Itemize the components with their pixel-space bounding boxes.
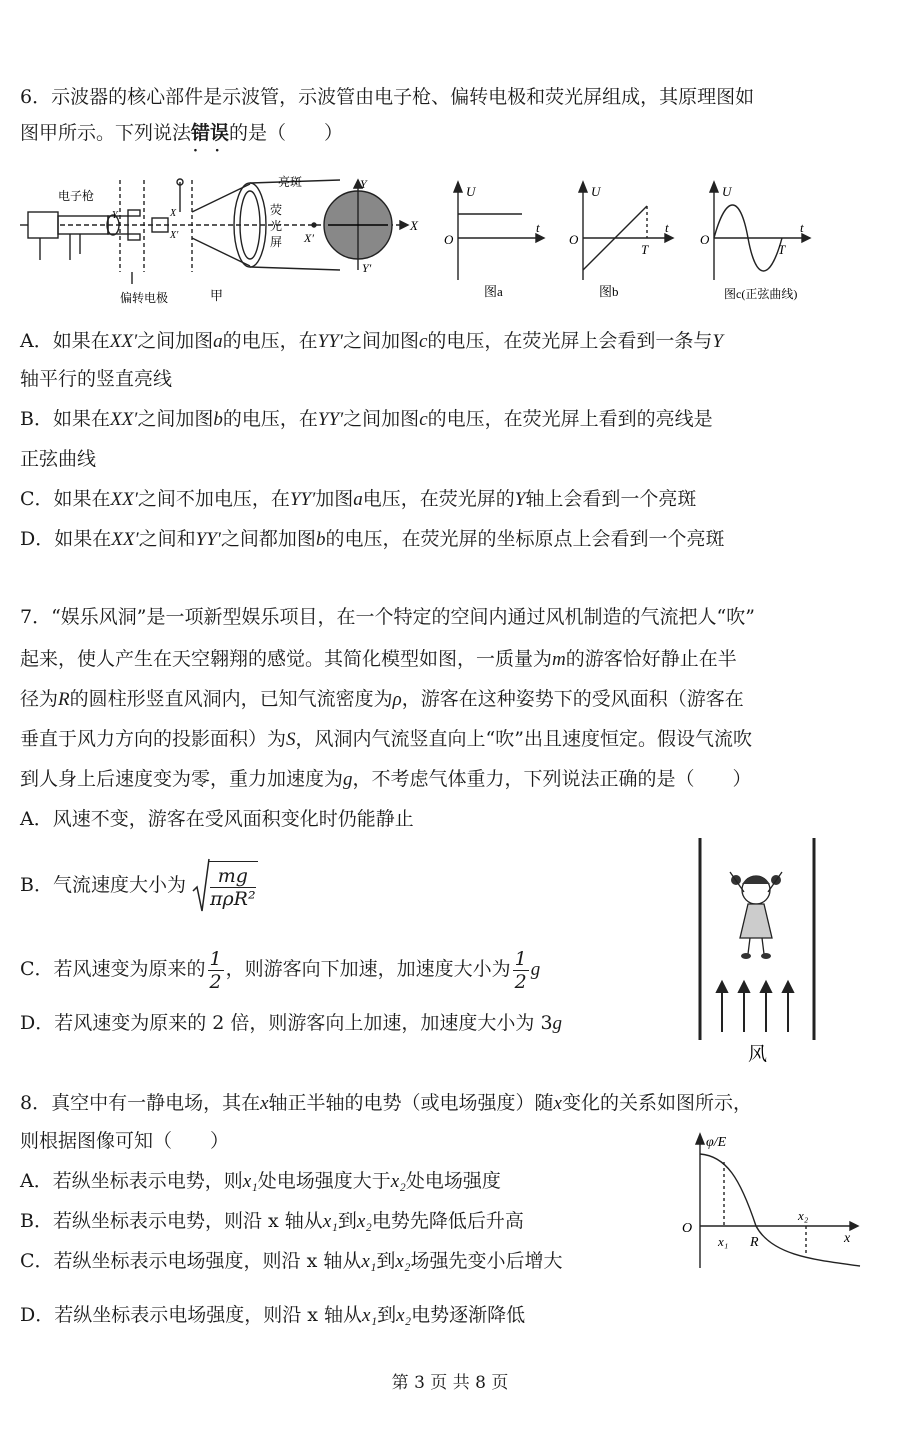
q6-stem-line1: 6．示波器的核心部件是示波管，示波管由电子枪、偏转电极和荧光屏组成，其原理图如 <box>20 86 755 108</box>
q8-option-a: A．若纵坐标表示电势，则x₁处电场强度大于x₂处电场强度 <box>20 1170 501 1192</box>
q6-figure-c <box>696 180 836 304</box>
svg-text:O: O <box>444 232 454 247</box>
q7-stem-line3: 径为R的圆柱形竖直风洞内，已知气流密度为ρ，游客在这种姿势下的受风面积（游客在 <box>20 688 744 710</box>
svg-text:图a: 图a <box>484 284 503 299</box>
q7-option-a: A．风速不变，游客在受风面积变化时仍能静止 <box>20 808 414 830</box>
svg-text:t: t <box>800 220 804 235</box>
wind-tunnel-figure <box>690 832 830 1068</box>
q7-stem-line2: 起来，使人产生在天空翱翔的感觉。其简化模型如图，一质量为m的游客恰好静止在半 <box>20 648 737 670</box>
svg-text:O: O <box>700 232 710 247</box>
q6-option-a-cont: 轴平行的竖直亮线 <box>20 368 173 390</box>
q7-stem-line1: 7．“娱乐风洞”是一项新型娱乐项目，在一个特定的空间内通过风机制造的气流把人“吹” <box>20 606 755 628</box>
gun-label: 电子枪 <box>58 189 95 203</box>
svg-text:U: U <box>722 184 732 199</box>
q6-option-d: D．如果在XX′之间和YY′之间都加图b的电压，在荧光屏的坐标原点上会看到一个亮斑 <box>20 528 725 550</box>
q7-option-c: C．若风速变为原来的 $\frac{1}{2}$ ，则游客向下加速，加速度大小为 $\frac{1}{2}$ g <box>20 947 541 993</box>
svg-text:x₁: x₁ <box>718 1234 729 1249</box>
svg-text:图c(正弦曲线): 图c(正弦曲线) <box>724 287 798 301</box>
svg-text:Y: Y <box>360 177 367 191</box>
q6-option-a: A．如果在XX′之间加图a的电压，在YY′之间加图c的电压，在荧光屏上会看到一条与Y <box>20 330 723 352</box>
svg-text:T: T <box>641 242 649 257</box>
svg-text:荧: 荧 <box>270 203 283 217</box>
q6-option-b: B．如果在XX′之间加图b的电压，在YY′之间加图c的电压，在荧光屏上看到的亮线是 <box>20 408 713 430</box>
q7-option-b: B．气流速度大小为 $\frac{mg}{\text{πρR²}}$ <box>20 860 258 912</box>
q8-option-d: D．若纵坐标表示电场强度，则沿 x 轴从x₁到x₂电势逐渐降低 <box>20 1304 526 1326</box>
q7-option-d: D．若风速变为原来的 2 倍，则游客向上加速，加速度大小为 3g <box>20 1012 563 1034</box>
q6-emphasis: 错误 · · <box>191 120 229 146</box>
svg-text:X′: X′ <box>304 231 314 245</box>
svg-text:X′: X′ <box>170 230 179 241</box>
svg-text:x₂: x₂ <box>798 1208 809 1223</box>
svg-text:X: X <box>410 218 418 233</box>
svg-text:O: O <box>682 1221 693 1236</box>
sqrt-expression: $\frac{mg}{\text{πρR²}}$ <box>192 861 258 912</box>
svg-text:X: X <box>170 208 177 219</box>
spot-label: 亮斑 <box>278 175 303 189</box>
svg-text:t: t <box>665 220 669 235</box>
q8-option-b: B．若纵坐标表示电势，则沿 x 轴从x₁到x₂电势先降低后升高 <box>20 1210 524 1232</box>
svg-text:U: U <box>466 184 476 199</box>
q6-stem-line2: 图甲所示。下列说法错误 · ·的是（ ） <box>20 120 343 146</box>
q8-stem-line2: 则根据图像可知（ ） <box>20 1130 230 1152</box>
q8-stem-line1: 8．真空中有一静电场，其在x轴正半轴的电势（或电场强度）随x变化的关系如图所示， <box>20 1092 752 1114</box>
svg-text:Y′: Y′ <box>362 261 372 275</box>
q6-figure-b <box>565 180 680 300</box>
q8-graph <box>676 1128 866 1278</box>
q6-figure-a <box>440 180 550 300</box>
q6-option-c: C．如果在XX′之间不加电压，在YY′加图a电压，在荧光屏的Y轴上会看到一个亮斑 <box>20 488 697 510</box>
wind-label: 风 <box>748 1044 768 1065</box>
svg-text:x: x <box>844 1231 851 1246</box>
tourist-figure <box>730 872 782 959</box>
q7-stem-line4: 垂直于风力方向的投影面积）为S，风洞内气流竖直向上“吹”出且速度恒定。假设气流吹 <box>20 728 752 750</box>
svg-text:光: 光 <box>270 219 283 233</box>
svg-text:φ/E: φ/E <box>706 1135 727 1150</box>
q7-stem-line5: 到人身上后速度变为零，重力加速度为g，不考虑气体重力，下列说法正确的是（ ） <box>20 768 752 790</box>
svg-text:图b: 图b <box>599 284 619 299</box>
q6-figure-jia <box>20 172 430 312</box>
svg-text:屏: 屏 <box>270 235 283 249</box>
svg-text:甲: 甲 <box>210 288 224 303</box>
svg-text:O: O <box>569 232 579 247</box>
q6-option-b-cont: 正弦曲线 <box>20 448 97 470</box>
svg-text:t: t <box>536 220 540 235</box>
svg-text:R: R <box>750 1235 759 1250</box>
svg-text:U: U <box>591 184 601 199</box>
electrode-label: 偏转电极 <box>120 291 169 305</box>
svg-text:Y: Y <box>112 210 118 221</box>
wind-arrows <box>717 982 793 1032</box>
svg-text:T: T <box>778 242 786 257</box>
q8-option-c: C．若纵坐标表示电场强度，则沿 x 轴从x₁到x₂场强先变小后增大 <box>20 1250 563 1272</box>
page-footer: 第 3 页 共 8 页 <box>391 1373 509 1393</box>
